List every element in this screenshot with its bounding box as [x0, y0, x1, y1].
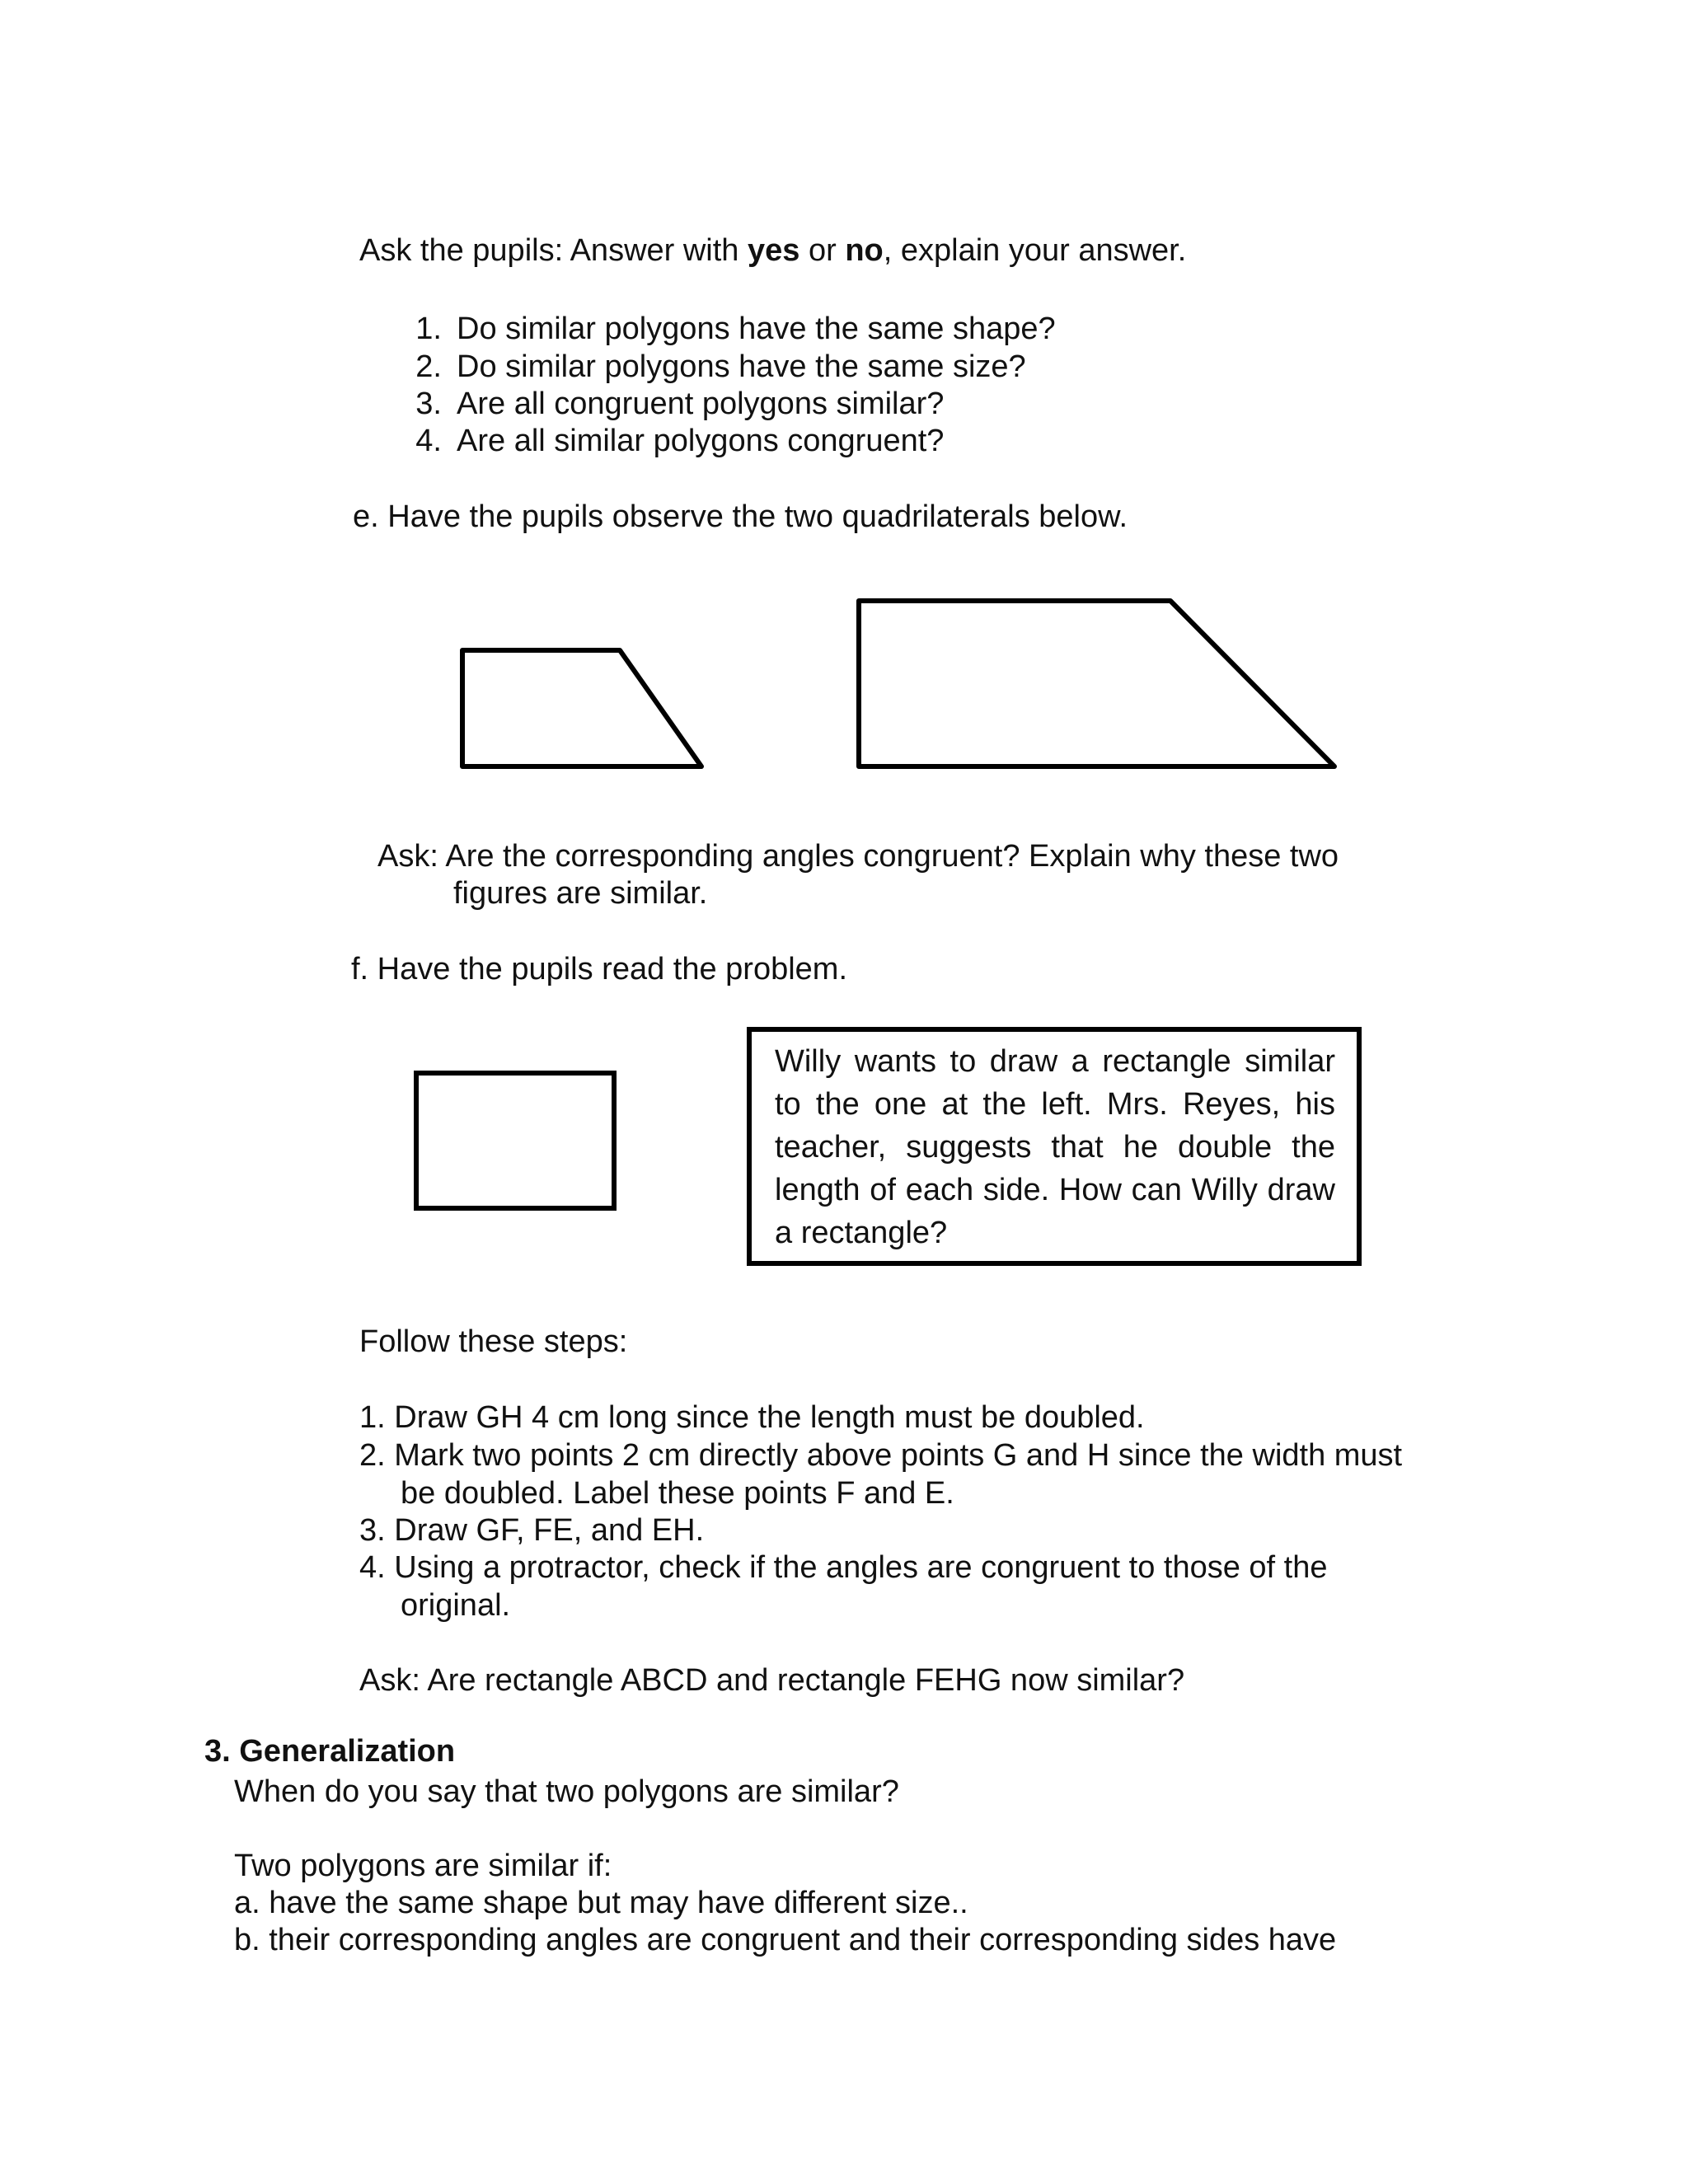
step-1: 1. Draw GH 4 cm long since the length must be doubled.: [359, 1400, 1145, 1435]
generalization-heading: 3. Generalization: [204, 1734, 456, 1769]
section-f-text: f. Have the pupils read the problem.: [351, 952, 848, 987]
question-number: 1.: [415, 312, 442, 346]
question-number: 3.: [415, 387, 442, 421]
generalization-point-b: b. their corresponding angles are congruent and their corresponding sides have: [234, 1923, 1337, 1957]
ask-rectangle-text: Ask: Are rectangle ABCD and rectangle FEHG now similar?: [359, 1663, 1185, 1698]
intro-or: or: [799, 233, 846, 268]
generalization-point-a: a. have the same shape but may have different size..: [234, 1886, 968, 1920]
ask-angles-line1: Ask: Are the corresponding angles congruent? Explain why these two: [377, 839, 1339, 874]
question-text: Are all congruent polygons similar?: [457, 387, 945, 421]
original-rectangle-shape: [416, 1073, 614, 1208]
ask-angles-line2: figures are similar.: [453, 876, 708, 911]
intro-yes: yes: [748, 233, 800, 268]
intro-no: no: [845, 233, 884, 268]
step-2: 2. Mark two points 2 cm directly above points G and H since the width must: [359, 1438, 1403, 1473]
step-4: 4. Using a protractor, check if the angles are congruent to those of the: [359, 1550, 1328, 1585]
question-text: Are all similar polygons congruent?: [457, 424, 945, 458]
problem-box: [747, 1027, 1362, 1266]
step-4-continued: original.: [401, 1588, 511, 1623]
step-2-continued: be doubled. Label these points F and E.: [401, 1476, 954, 1511]
steps-title: Follow these steps:: [359, 1324, 628, 1359]
section-e-text: e. Have the pupils observe the two quadrilaterals below.: [353, 499, 1128, 534]
intro-suffix: , explain your answer.: [883, 233, 1187, 268]
question-number: 4.: [415, 424, 442, 458]
question-text: Do similar polygons have the same shape?: [457, 312, 1056, 346]
intro-prefix: Ask the pupils: Answer with: [359, 233, 748, 268]
generalization-question: When do you say that two polygons are similar?: [234, 1774, 899, 1809]
generalization-intro: Two polygons are similar if:: [234, 1849, 612, 1883]
question-number: 2.: [415, 349, 442, 384]
problem-text: Willy wants to draw a rectangle similar to the one at the left. Mrs. Reyes, his teacher, suggests that he double the length of each side. How can Willy draw a rectangle?: [775, 1044, 1335, 1250]
step-3: 3. Draw GF, FE, and EH.: [359, 1513, 705, 1548]
question-text: Do similar polygons have the same size?: [457, 349, 1026, 384]
